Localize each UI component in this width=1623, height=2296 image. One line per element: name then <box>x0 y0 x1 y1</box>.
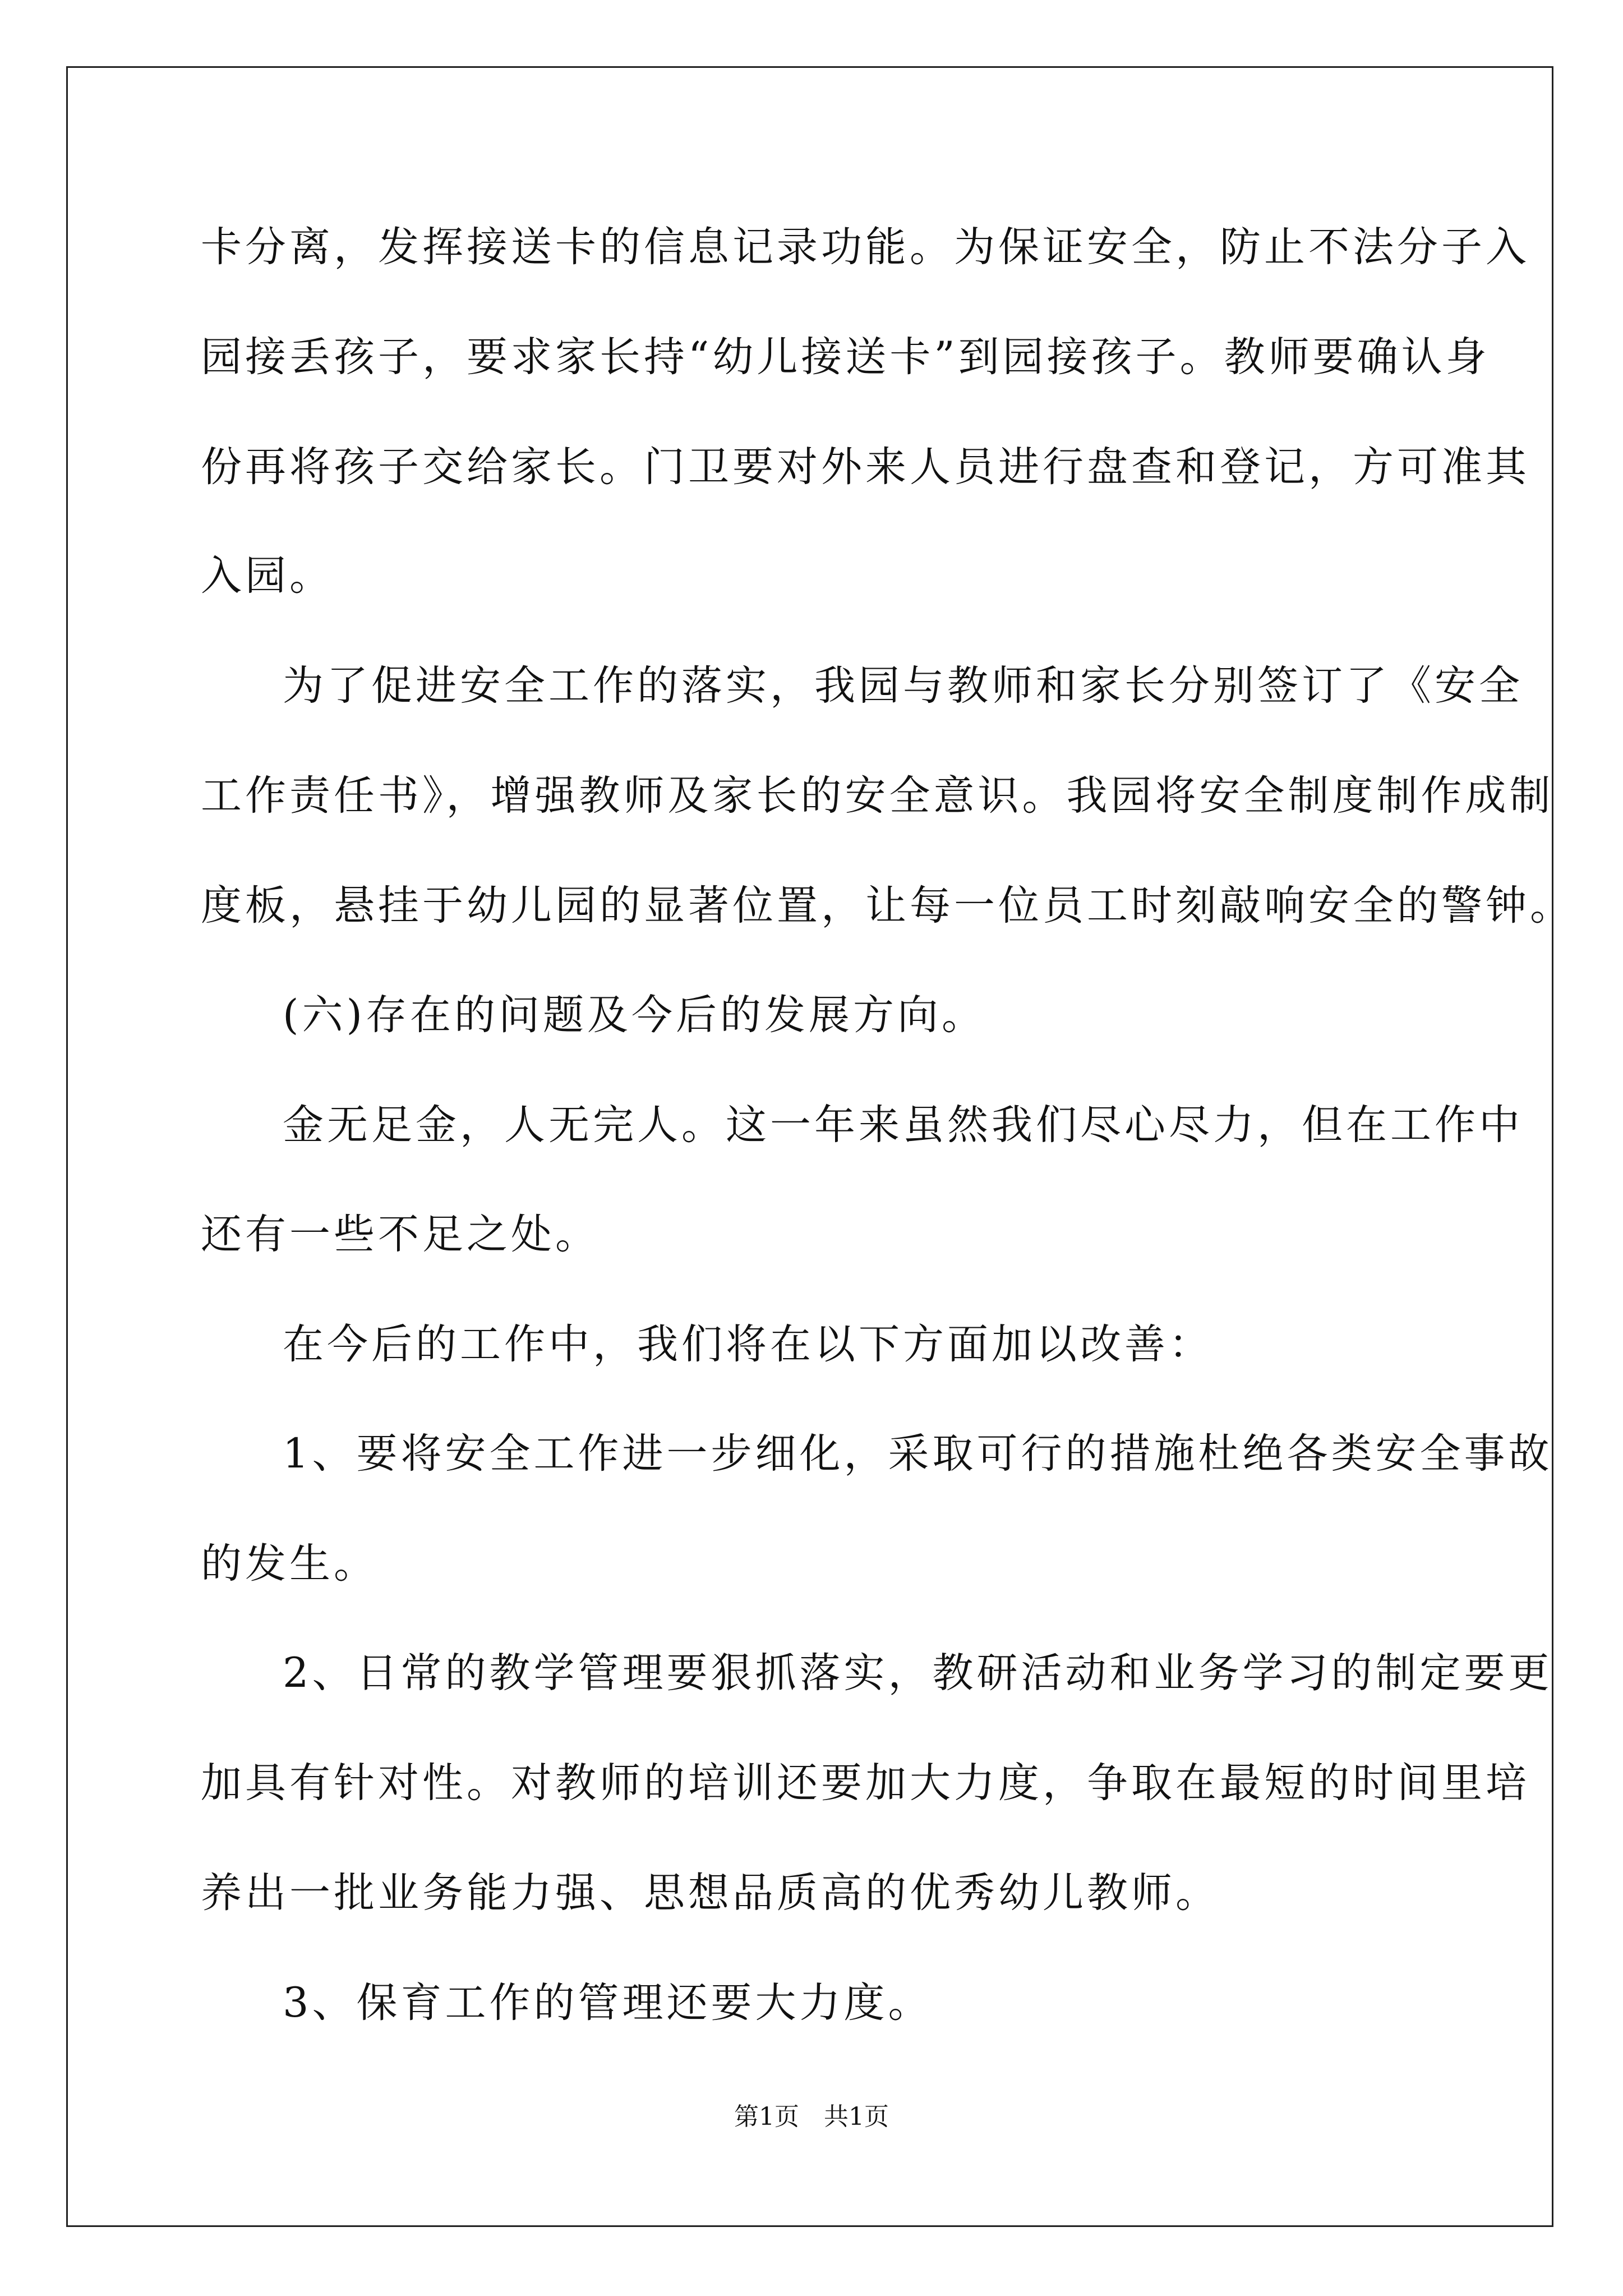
list-item-line: 3、保育工作的管理还要大力度。 <box>283 1979 933 2027</box>
text-line: 卡分离，发挥接送卡的信息记录功能。为保证安全，防止不法分子入 <box>201 223 1530 271</box>
page-footer <box>0 2102 1623 2131</box>
text-line: 加具有针对性。对教师的培训还要加大力度，争取在最短的时间里培 <box>201 1759 1530 1807</box>
list-item-line: 2、日常的教学管理要狠抓落实，教研活动和业务学习的制定要更 <box>283 1649 1553 1697</box>
page-number-label: 第1页 共1页 <box>734 2102 889 2131</box>
paragraph-start-line: 金无足金，人无完人。这一年来虽然我们尽心尽力，但在工作中 <box>283 1101 1523 1149</box>
text-line: 园接丢孩子，要求家长持“幼儿接送卡”到园接孩子。教师要确认身 <box>201 333 1490 381</box>
text-line: 份再将孩子交给家长。门卫要对外来人员进行盘查和登记，方可准其 <box>201 443 1530 491</box>
text-line: 工作责任书》，增强教师及家长的安全意识。我园将安全制度制作成制 <box>201 772 1554 820</box>
paragraph-start-line: 在今后的工作中，我们将在以下方面加以改善： <box>283 1320 1213 1368</box>
text-line: 还有一些不足之处。 <box>201 1211 600 1258</box>
text-line: 的发生。 <box>201 1540 378 1588</box>
list-item-line: 1、要将安全工作进一步细化，采取可行的措施杜绝各类安全事故 <box>283 1430 1553 1478</box>
text-line: 养出一批业务能力强、思想品质高的优秀幼儿教师。 <box>201 1869 1220 1917</box>
text-line: 度板，悬挂于幼儿园的显著位置，让每一位员工时刻敲响安全的警钟。 <box>201 882 1574 930</box>
paragraph-start-line: 为了促进安全工作的落实，我园与教师和家长分别签订了《安全 <box>283 662 1523 710</box>
text-line: 入园。 <box>201 552 334 600</box>
section-heading: (六)存在的问题及今后的发展方向。 <box>283 991 986 1039</box>
